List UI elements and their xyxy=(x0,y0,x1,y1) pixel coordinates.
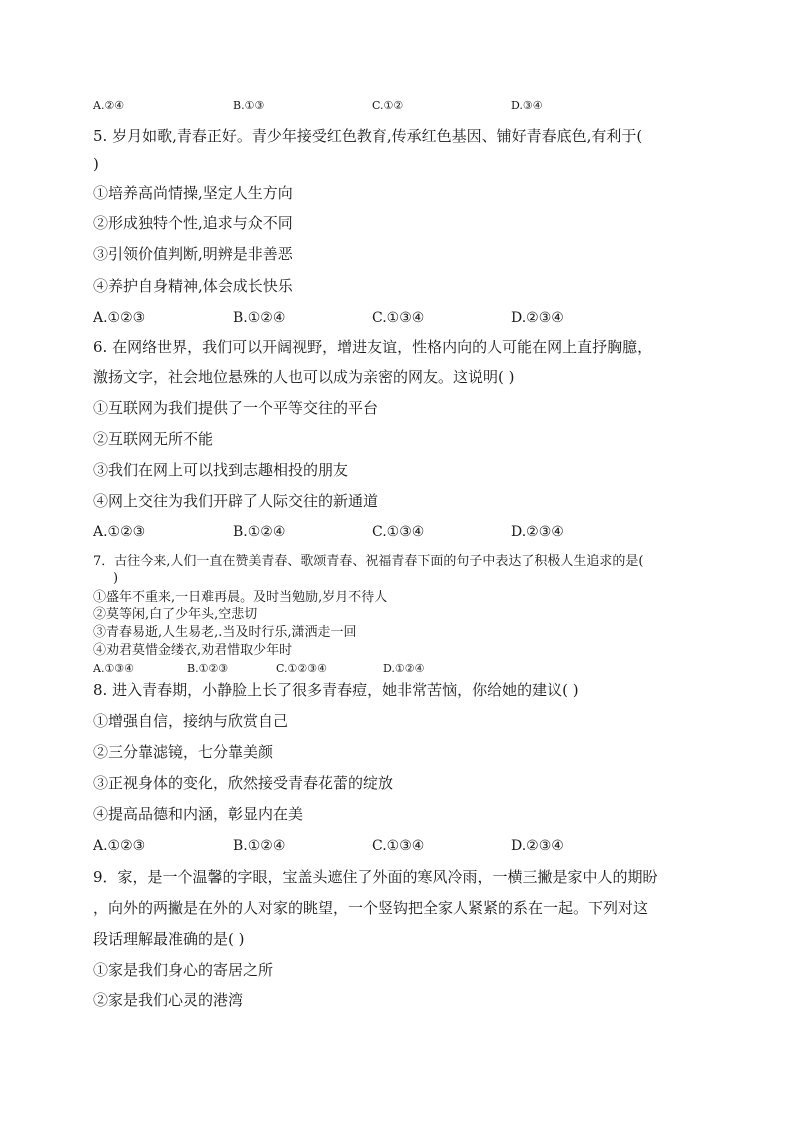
q8-item-3: ③正视身体的变化，欣然接受青春花蕾的绽放 xyxy=(93,774,394,792)
q6-stem-line2: 激扬文字，社会地位悬殊的人也可以成为亲密的网友。这说明( ) xyxy=(93,368,515,386)
q9-stem-line3: 段话理解最准确的是( ) xyxy=(93,930,245,948)
q7-stem-line2: ) xyxy=(113,571,119,586)
q9-stem-line1: 9．家，是一个温馨的字眼，宝盖头遮住了外面的寒风冷雨，一横三撇是家中人的期盼 xyxy=(93,868,658,886)
q5-item-3: ③引领价值判断,明辨是非善恶 xyxy=(93,245,293,263)
q9-item-2: ②家是我们心灵的港湾 xyxy=(93,991,244,1009)
q7-option-c: C.①②③④ xyxy=(276,662,327,675)
q8-option-b: B.①②④ xyxy=(233,838,286,854)
q6-option-c: C.①③④ xyxy=(372,524,425,540)
q8-stem-line1: 8. 进入青春期，小静脸上长了很多青春痘，她非常苦恼，你给她的建议( ) xyxy=(93,681,579,699)
q7-item-3: ③青春易逝,人生易老,.当及时行乐,潇洒走一回 xyxy=(93,625,357,640)
q4-option-a: A.②④ xyxy=(93,99,125,112)
q8-option-d: D.②③④ xyxy=(511,838,564,854)
q8-item-4: ④提高品德和内涵，彰显内在美 xyxy=(93,805,304,823)
q6-item-2: ②互联网无所不能 xyxy=(93,430,214,448)
q5-option-c: C.①③④ xyxy=(372,310,425,326)
q6-item-3: ③我们在网上可以找到志趣相投的朋友 xyxy=(93,461,349,479)
q9-item-1: ①家是我们身心的寄居之所 xyxy=(93,961,274,979)
q5-item-4: ④养护自身精神,体会成长快乐 xyxy=(93,277,293,295)
q7-item-1: ①盛年不重来,一日难再晨。及时当勉励,岁月不待人 xyxy=(93,590,388,605)
q4-option-b: B.①③ xyxy=(233,99,265,112)
q5-item-1: ①培养高尚情操,坚定人生方向 xyxy=(93,184,293,202)
q6-option-d: D.②③④ xyxy=(511,524,564,540)
q8-item-2: ②三分靠滤镜，七分靠美颜 xyxy=(93,743,274,761)
q6-item-4: ④网上交往为我们开辟了人际交往的新通道 xyxy=(93,492,379,510)
q5-item-2: ②形成独特个性,追求与众不同 xyxy=(93,214,293,232)
q7-stem-line1: 7．古往今来,人们一直在赞美青春、歌颂青春、祝福青春下面的句子中表达了积极人生追求的是( xyxy=(93,554,644,569)
q6-option-a: A.①②③ xyxy=(93,524,146,540)
q7-option-a: A.①③④ xyxy=(93,662,135,675)
q5-stem-line1: 5. 岁月如歌,青春正好。青少年接受红色教育,传承红色基因、铺好青春底色,有利于( xyxy=(93,127,643,145)
q5-option-a: A.①②③ xyxy=(93,310,146,326)
q4-option-c: C.①② xyxy=(372,99,404,112)
q5-option-b: B.①②④ xyxy=(233,310,286,326)
q8-item-1: ①增强自信，接纳与欣赏自己 xyxy=(93,712,289,730)
q5-stem-line2: ) xyxy=(93,155,99,173)
q9-stem-line2: ，向外的两撇是在外的人对家的眺望，一个竖钩把全家人紧紧的系在一起。下列对这 xyxy=(93,899,649,917)
q4-option-d: D.③④ xyxy=(511,99,543,112)
q5-option-d: D.②③④ xyxy=(511,310,564,326)
q8-option-c: C.①③④ xyxy=(372,838,425,854)
q6-stem-line1: 6. 在网络世界，我们可以开阔视野，增进友谊，性格内向的人可能在网上直抒胸臆， xyxy=(93,338,653,356)
q7-item-2: ②莫等闲,白了少年头,空悲切 xyxy=(93,607,258,622)
q7-option-b: B.①②③ xyxy=(187,662,229,675)
q6-item-1: ①互联网为我们提供了一个平等交往的平台 xyxy=(93,399,379,417)
q7-item-4: ④劝君莫惜金缕衣,劝君惜取少年时 xyxy=(93,643,293,658)
q8-option-a: A.①②③ xyxy=(93,838,146,854)
q7-option-d: D.①②④ xyxy=(383,662,425,675)
q6-option-b: B.①②④ xyxy=(233,524,286,540)
